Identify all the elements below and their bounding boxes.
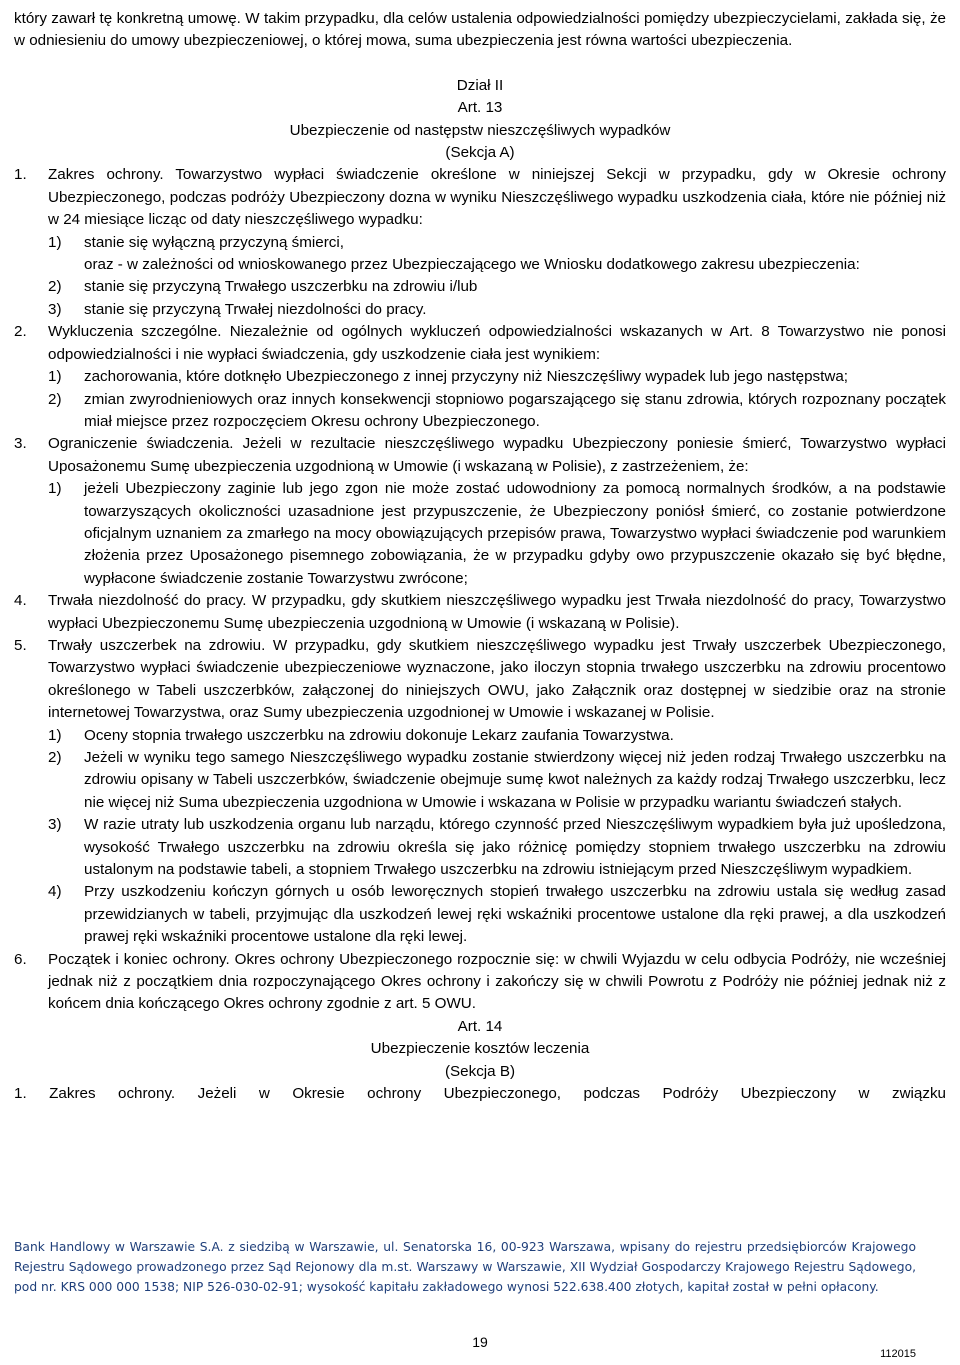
subclause-text: stanie się wyłączną przyczyną śmierci,: [84, 233, 344, 251]
subclause-text: stanie się przyczyną Trwałej niezdolności do pracy.: [84, 300, 427, 318]
clause-4: [14, 590, 946, 635]
clause-text: Ograniczenie świadczenia. Jeżeli w rezultacie nieszczęśliwego wypadku Ubezpieczony poniesie śmierć, Towarzystwo wypłaci Uposażonemu Sumę ubezpieczenia uzgodnioną w Umowie (i wskazaną w Polisie), z zastrzeżeniem, że:: [48, 435, 946, 475]
clause-2: [14, 321, 946, 366]
subclause-number: 1): [48, 480, 62, 498]
subclause: [14, 814, 946, 881]
subclause: [14, 478, 946, 590]
subclause-text: Oceny stopnia trwałego uszczerbku na zdrowiu dokonuje Lekarz zaufania Towarzystwa.: [84, 726, 674, 744]
article-13-section: (Sekcja A): [445, 144, 515, 162]
clause-6: [14, 949, 946, 1016]
subclause: [14, 276, 946, 298]
subclause-text: W razie utraty lub uszkodzenia organu lub narządu, którego czynność przed Nieszczęśliwym wypadkiem była już upośledzona, wysokość Trwałego uszczerbku na zdrowiu określa się jako różnicę pomiędzy stopniem trwałego uszczerbku na zdrowiu ustalonym na podstawie tabeli, a stopniem Trwałego uszczerbku na zdrowiu istniejącym przed Nieszczęśliwym wypadkiem.: [84, 816, 946, 879]
subclause-number: 3): [48, 300, 62, 318]
subclause-text: jeżeli Ubezpieczony zaginie lub jego zgon nie może zostać udowodniony za pomocą normalnych środków, a na podstawie towarzyszących okoliczności uzasadnione jest przypuszczenie, że Ubezpieczony poniósł śmierć, co zostanie potwierdzone oficjalnym uznaniem za zmarłego na mocy obowiązujących przepisów prawa, Towarzystwo wypłaci świadczenie pod warunkiem złożenia przez Uposażonego pisemnego zobowiązania, że w przypadku gdyby owo przypuszczenie okazało się być błędne, wypłacone świadczenie zostanie Towarzystwu zwrócone;: [84, 480, 946, 587]
subclause-number: 1): [48, 726, 62, 744]
page-number: 19: [472, 1334, 488, 1350]
subclause-number: 2): [48, 390, 62, 408]
subclause-text: zmian zwyrodnieniowych oraz innych konsekwencji stopniowo pogarszającego się stanu zdrowia, których rozpoznany początek miał miejsce przez rozpoczęciem Okresu ochrony Ubezpieczonego.: [84, 390, 946, 430]
division-heading: Dział II: [456, 76, 504, 94]
subclause-text: Przy uszkodzeniu kończyn górnych u osób leworęcznych stopień trwałego uszczerbku na zdrowiu ustala się według zasad przewidzianych w tabeli, przyjmując dla uszkodzeń lewej ręki wskaźniki procentowe ustalone dla ręki prawej, a dla uszkodzeń prawej ręki wskaźniki procentowe ustalone dla ręki lewej.: [84, 883, 946, 946]
document-body: [14, 8, 946, 1106]
clause-number: 5.: [14, 636, 27, 654]
article-13-title: Ubezpieczenie od następstw nieszczęśliwych wypadków: [289, 121, 671, 139]
article-14-title: Ubezpieczenie kosztów leczenia: [370, 1040, 590, 1058]
subclause: [14, 725, 946, 747]
subclause-number: 2): [48, 749, 62, 766]
subclause-number: 3): [48, 816, 62, 834]
article-13-number: Art. 13: [457, 99, 503, 117]
clause-number: 1.: [14, 166, 27, 184]
spacer: [14, 53, 946, 75]
subclause: [14, 881, 946, 948]
article-14-section: (Sekcja B): [444, 1062, 516, 1080]
clause-text: Trwała niezdolność do pracy. W przypadku, gdy skutkiem nieszczęśliwego wypadku jest Trwała niezdolność do pracy, Towarzystwo wypłaci Ubezpieczonemu Sumę ubezpieczenia uzgodnioną w Umowie (i wskazaną w Polisie).: [48, 592, 946, 632]
subclause: [14, 299, 946, 321]
clause-5: [14, 635, 946, 725]
clause-text: Początek i koniec ochrony. Okres ochrony Ubezpieczonego rozpocznie się: w chwili Wyjazdu w celu odbycia Podróży, nie wcześniej jednak niż z początkiem dnia rozpoczynającego Okres ochrony i zakończy się w chwili Powrotu z Podróży nie później jednak niż z końcem dnia kończącego Okres ochrony zgodnie z art. 5 OWU.: [48, 950, 946, 1013]
clause-number: 4.: [14, 592, 27, 610]
article-14-number: Art. 14: [457, 1017, 503, 1035]
article-14-clause-1: 1. Zakres ochrony. Jeżeli w Okresie ochrony Ubezpieczonego, podczas Podróży Ubezpieczony w związku: [14, 1085, 946, 1103]
subclause: [14, 366, 946, 388]
document-code: 112015: [880, 1348, 916, 1360]
clause-3: [14, 433, 946, 478]
page-footer-company-info: Bank Handlowy w Warszawie S.A. z siedzibą w Warszawie, ul. Senatorska 16, 00-923 Warszawa, wpisany do rejestru przedsiębiorców Krajowego Rejestru Sądowego prowadzonego przez Sąd Rejonowy dla m.st. Warszawy w Warszawie, XII Wydział Gospodarczy Krajowego Rejestru Sądowego, pod nr. KRS 000 000 1538; NIP 526-030-02-91; wysokość kapitału zakładowego wynosi 522.638.400 złotych, kapitał został w pełni opłacony.: [14, 1240, 916, 1294]
subclause-number: 1): [48, 233, 62, 251]
subclause-text: Jeżeli w wyniku tego samego Nieszczęśliwego wypadku zostanie stwierdzony więcej niż jeden rodzaj Trwałego uszczerbku na zdrowiu opisany w Tabeli uszczerbków, świadczenie obejmuje sumę kwot należnych za każdy rodzaj Trwałego uszczerbku, lecz nie więcej niż Suma ubezpieczenia uzgodniona w Umowie i wskazana w Polisie w przypadku wariantu świadczeń stałych.: [84, 749, 946, 811]
subclause: [14, 232, 946, 254]
subclause-number: 4): [48, 883, 62, 901]
clause-number: 2.: [14, 323, 27, 341]
clause-text: Wykluczenia szczególne. Niezależnie od ogólnych wykluczeń odpowiedzialności wskazanych w Art. 8 Towarzystwo nie ponosi odpowiedzialności i nie wypłaci świadczenia, gdy uszkodzenie ciała jest wynikiem:: [48, 323, 946, 363]
subclause-number: 1): [48, 368, 62, 386]
subclause-text: stanie się przyczyną Trwałego uszczerbku na zdrowiu i/lub: [84, 278, 478, 296]
clause-1-mid-text: oraz - w zależności od wnioskowanego przez Ubezpieczającego we Wniosku dodatkowego zakresu ubezpieczenia:: [84, 256, 860, 274]
clause-number: 6.: [14, 950, 27, 968]
subclause-number: 2): [48, 278, 62, 296]
clause-1: [14, 164, 946, 231]
intro-paragraph: który zawarł tę konkretną umowę. W takim przypadku, dla celów ustalenia odpowiedzialności pomiędzy ubezpieczycielami, zakłada się, że w odniesieniu do umowy ubezpieczeniowej, o której mowa, suma ubezpieczenia jest równa wartości ubezpieczenia.: [14, 10, 946, 50]
subclause-text: zachorowania, które dotknęło Ubezpieczonego z innej przyczyny niż Nieszczęśliwy wypadek lub jego następstwa;: [84, 368, 848, 386]
clause-number: 3.: [14, 435, 27, 453]
subclause: [14, 389, 946, 434]
subclause: [14, 747, 946, 814]
clause-text: Zakres ochrony. Towarzystwo wypłaci świadczenie określone w niniejszej Sekcji w przypadku, gdy w Okresie ochrony Ubezpieczonego, podczas podróży Ubezpieczony dozna w wyniku Nieszczęśliwego wypadku uszkodzenia ciała, które nie później niż w 24 miesiące licząc od daty nieszczęśliwego wypadku:: [48, 166, 946, 229]
clause-text: Trwały uszczerbek na zdrowiu. W przypadku, gdy skutkiem nieszczęśliwego wypadku jest Trwały uszczerbek Ubezpieczonego, Towarzystwo wypłaci świadczenie ubezpieczeniowe wyznaczone, jako iloczyn stopnia trwałego uszczerbku na zdrowiu procentowo określonego w Tabeli uszczerbków, załączonej do niniejszych OWU, jako Załącznik oraz dostępnej w siedzibie oraz na stronie internetowej Towarzystwa, oraz Sumy ubezpieczenia uzgodnionej w Umowie i wskazanej w Polisie.: [48, 636, 946, 722]
